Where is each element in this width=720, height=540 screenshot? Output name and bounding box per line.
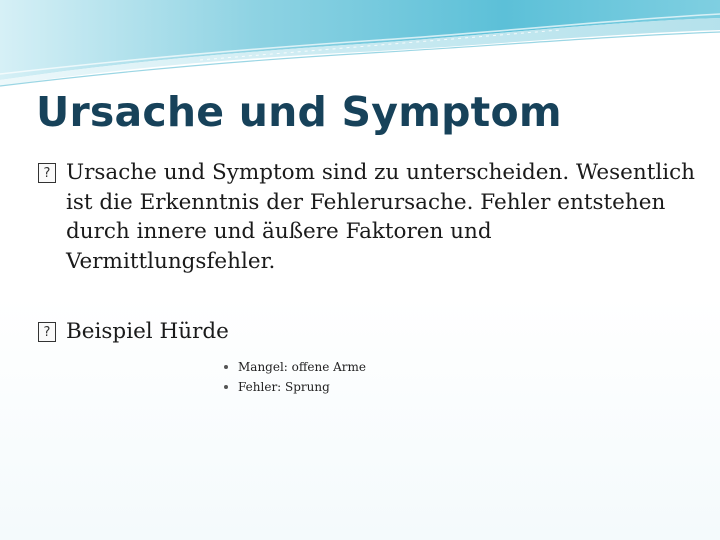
- sub-bullet-text: Fehler: Sprung: [238, 379, 330, 394]
- bullet-dot-icon: [224, 385, 228, 389]
- bullet-list: [38, 158, 698, 347]
- slide-title: Ursache und Symptom: [36, 88, 562, 136]
- bullet-text: Beispiel Hürde: [66, 319, 229, 344]
- sub-bullet-list: [224, 358, 366, 397]
- missing-glyph-icon: ?: [38, 163, 56, 183]
- sub-list-item: [224, 378, 366, 398]
- list-item: [38, 158, 698, 276]
- bullet-dot-icon: [224, 365, 228, 369]
- list-item: [38, 317, 698, 347]
- sub-bullet-text: Mangel: offene Arme: [238, 360, 367, 374]
- sub-list-item: [224, 358, 366, 378]
- missing-glyph-icon: ?: [38, 322, 56, 342]
- header-wave-decoration: [0, 0, 720, 90]
- bullet-text: Ursache und Symptom sind zu unterscheiden. Wesentlich ist die Erkenntnis der Fehlerursache. Fehler entstehen durch innere und äußere Faktoren und Vermittlungsfehler.: [66, 160, 695, 274]
